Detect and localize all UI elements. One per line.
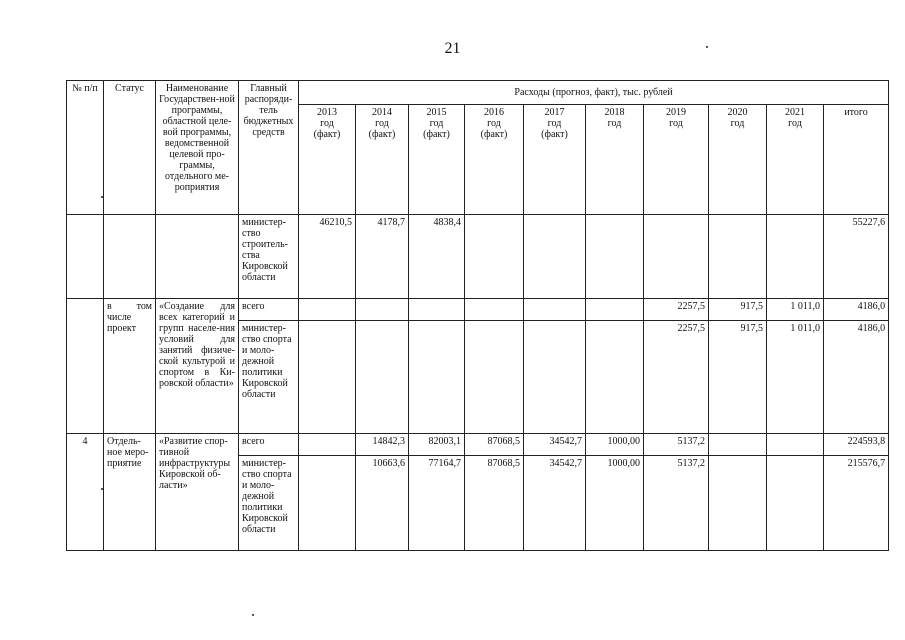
table-row [67,215,889,299]
cell-manager: министер-ство спорта и моло-дежной политики Кировской области [239,321,299,434]
cell-2014: 4178,7 [356,215,409,299]
cell-total: 55227,6 [824,215,889,299]
cell-2017 [524,215,586,299]
table-row [67,299,889,321]
scan-speck [101,488,103,490]
cell-name: «Создание для всех категорий и групп населе-ния условий для занятий физиче-ской культурой и спортом в Ки-ровской области» [156,299,239,434]
cell-2014: 14842,3 [356,434,409,456]
cell-2021 [767,434,824,456]
header-year-2019: 2019 год [644,105,709,215]
cell-2015 [409,299,465,321]
cell-2020: 917,5 [709,299,767,321]
cell-2020: 917,5 [709,321,767,434]
cell-manager: всего [239,299,299,321]
cell-manager: министер-ство строитель-ства Кировской области [239,215,299,299]
cell-status: Отдель-ное меро-приятие [104,434,156,551]
cell-2016 [465,299,524,321]
scan-speck [706,46,708,48]
cell-manager: министер-ство спорта и моло-дежной политики Кировской области [239,456,299,551]
cell-2016: 87068,5 [465,456,524,551]
header-name: Наименование Государствен-ной программы, областной целе-вой программы, ведомственной целевой про-граммы, отдельного ме-роприятия [156,81,239,215]
cell-no: 4 [67,434,104,551]
cell-2019: 2257,5 [644,299,709,321]
cell-2018 [586,299,644,321]
cell-2020 [709,215,767,299]
cell-no [67,299,104,434]
cell-2017 [524,299,586,321]
cell-2020 [709,456,767,551]
cell-2021: 1 011,0 [767,321,824,434]
header-row-1 [67,81,889,105]
header-year-2015: 2015 год (факт) [409,105,465,215]
cell-2016 [465,215,524,299]
cell-2013 [299,434,356,456]
cell-2013 [299,321,356,434]
header-expenses: Расходы (прогноз, факт), тыс. рублей [299,81,889,105]
cell-2019 [644,215,709,299]
header-year-2018: 2018 год [586,105,644,215]
cell-2021: 1 011,0 [767,299,824,321]
cell-name [156,215,239,299]
cell-2016: 87068,5 [465,434,524,456]
header-year-2017: 2017 год (факт) [524,105,586,215]
header-total: итого [824,105,889,215]
cell-total: 4186,0 [824,299,889,321]
header-year-2016: 2016 год (факт) [465,105,524,215]
cell-2015: 77164,7 [409,456,465,551]
cell-2015 [409,321,465,434]
cell-status [104,215,156,299]
cell-2019: 5137,2 [644,456,709,551]
budget-table [66,80,889,551]
cell-2019: 2257,5 [644,321,709,434]
cell-2017: 34542,7 [524,434,586,456]
cell-2021 [767,215,824,299]
cell-status: в том числе проект [104,299,156,434]
cell-2018: 1000,00 [586,434,644,456]
header-year-2014: 2014 год (факт) [356,105,409,215]
table-row [67,434,889,456]
cell-total: 215576,7 [824,456,889,551]
cell-2014 [356,321,409,434]
cell-2017 [524,321,586,434]
header-manager: Главный распоряди-тель бюджетных средств [239,81,299,215]
header-status: Статус [104,81,156,215]
cell-total: 224593,8 [824,434,889,456]
cell-2014: 10663,6 [356,456,409,551]
scan-speck [101,196,103,198]
cell-total: 4186,0 [824,321,889,434]
scan-speck [252,614,254,616]
header-year-2020: 2020 год [709,105,767,215]
cell-2018 [586,321,644,434]
cell-2021 [767,456,824,551]
header-no: № п/п [67,81,104,215]
cell-2013 [299,299,356,321]
cell-2015: 82003,1 [409,434,465,456]
cell-name: «Развитие спор-тивной инфраструктуры Кировской об-ласти» [156,434,239,551]
cell-2017: 34542,7 [524,456,586,551]
cell-2018: 1000,00 [586,456,644,551]
cell-2015: 4838,4 [409,215,465,299]
cell-manager: всего [239,434,299,456]
page-number: 21 [444,40,461,57]
cell-2013 [299,456,356,551]
cell-2013: 46210,5 [299,215,356,299]
cell-2014 [356,299,409,321]
header-year-2013: 2013 год (факт) [299,105,356,215]
cell-2016 [465,321,524,434]
cell-2020 [709,434,767,456]
header-year-2021: 2021 год [767,105,824,215]
cell-2018 [586,215,644,299]
cell-no [67,215,104,299]
cell-2019: 5137,2 [644,434,709,456]
